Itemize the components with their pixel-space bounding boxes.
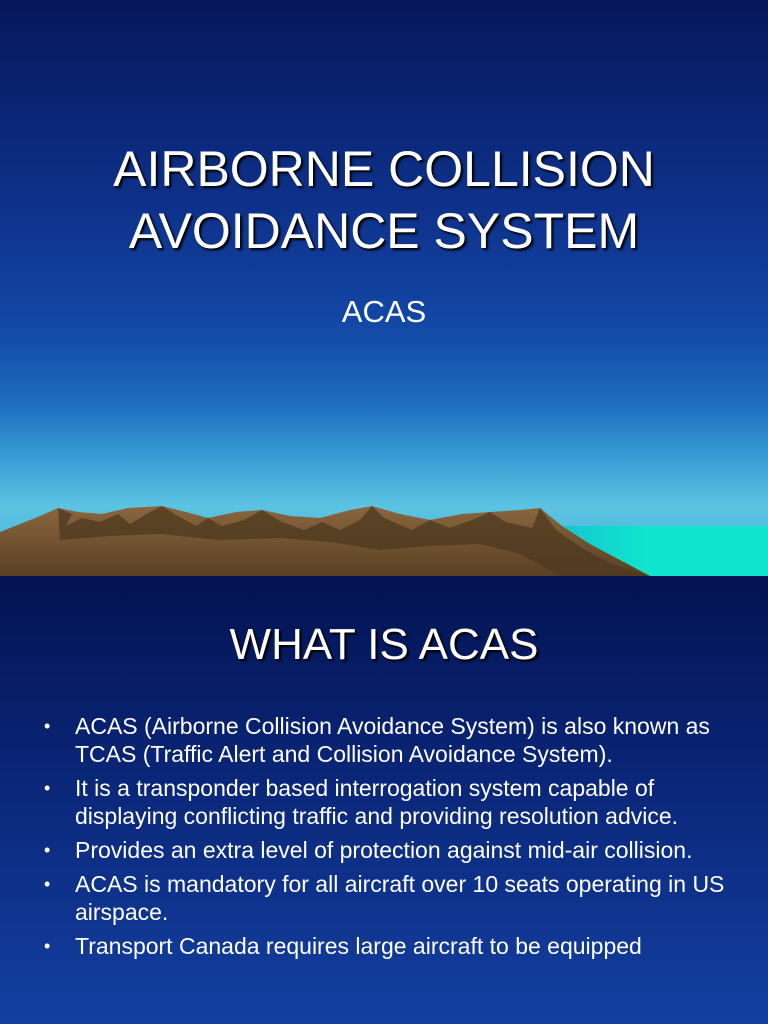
content-slide-title: WHAT IS ACAS — [229, 620, 539, 669]
bullet-marker-icon: • — [44, 778, 51, 798]
bullet-marker-icon: • — [44, 936, 51, 956]
mountain-landscape — [0, 500, 768, 576]
bullet-text: It is a transponder based interrogation system capable of displaying conflicting traffic and providing resolution advice. — [75, 775, 679, 829]
bullet-marker-icon: • — [44, 874, 51, 894]
bullet-text: Transport Canada requires large aircraft to be equipped — [75, 933, 642, 959]
bullet-item — [44, 774, 744, 830]
bullet-item — [44, 870, 744, 926]
bullet-list — [44, 712, 744, 966]
title-line-2: AVOIDANCE SYSTEM — [128, 203, 640, 259]
bullet-text: ACAS is mandatory for all aircraft over 10 seats operating in US airspace. — [75, 871, 725, 925]
title-line-1: AIRBORNE COLLISION — [113, 141, 655, 197]
slide-title — [0, 138, 768, 262]
bullet-item — [44, 836, 744, 864]
bullet-text: ACAS (Airborne Collision Avoidance System) is also known as TCAS (Traffic Alert and Collision Avoidance System). — [75, 713, 710, 767]
slide-subtitle: ACAS — [341, 294, 427, 329]
bullet-item — [44, 712, 744, 768]
bullet-item — [44, 932, 744, 960]
bullet-marker-icon: • — [44, 716, 51, 736]
bullet-marker-icon: • — [44, 840, 51, 860]
bullet-text: Provides an extra level of protection against mid-air collision. — [75, 837, 693, 863]
